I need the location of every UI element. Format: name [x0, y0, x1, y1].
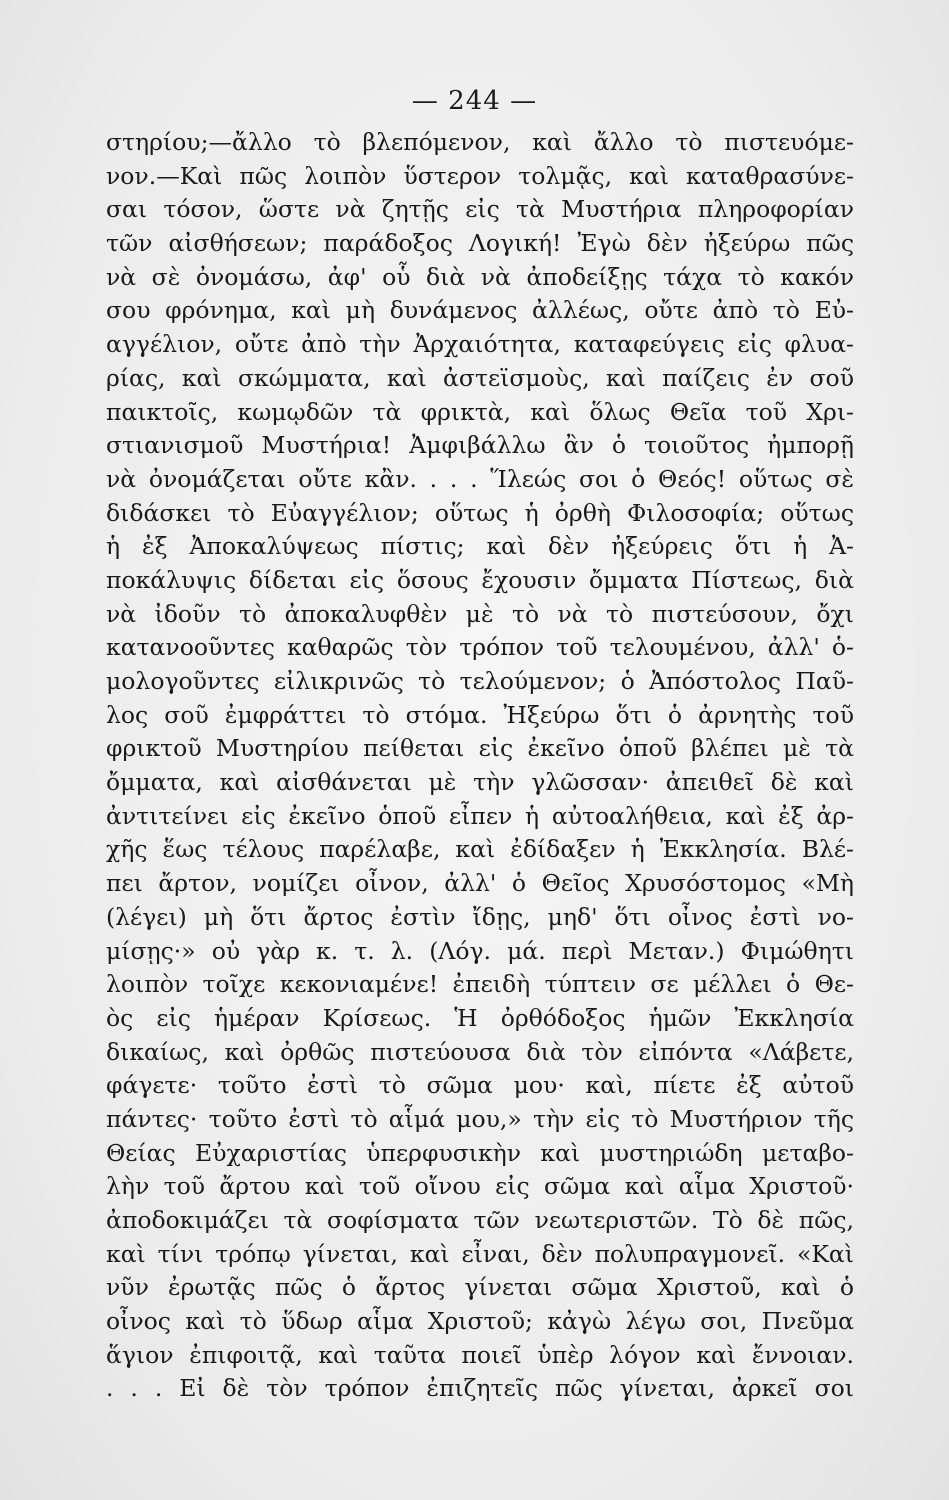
text-line: νὰ ὀνομάζεται οὔτε κἂν. . . . Ἵλεώς σοι ὁ Θεός! οὕτως σὲ — [106, 464, 854, 493]
text-line: λος σοῦ ἐμφράττει τὸ στόμα. Ἠξεύρω ὅτι ὁ ἀρνητὴς τοῦ — [106, 700, 854, 729]
text-line: ἀντιτείνει εἰς ἐκεῖνο ὁποῦ εἶπεν ἡ αὐτοαλήθεια, καὶ ἐξ ἀρ- — [106, 801, 854, 830]
text-line: φάγετε· τοῦτο ἐστὶ τὸ σῶμα μου· καὶ, πίετε ἐξ αὐτοῦ — [106, 1071, 854, 1100]
text-line: νῦν ἐρωτᾷς πῶς ὁ ἄρτος γίνεται σῶμα Χριστοῦ, καὶ ὁ — [106, 1273, 854, 1302]
text-line: ἅγιον ἐπιφοιτᾷ, καὶ ταῦτα ποιεῖ ὑπὲρ λόγον καὶ ἔννοιαν. — [106, 1340, 854, 1369]
text-line: πει ἄρτον, νομίζει οἶνον, ἀλλ' ὁ Θεῖος Χρυσόστομος «Μὴ — [106, 869, 854, 898]
text-line: . . . Εἰ δὲ τὸν τρόπον ἐπιζητεῖς πῶς γίνεται, ἀρκεῖ σοι — [106, 1374, 854, 1403]
text-line: ὸς εἰς ἡμέραν Κρίσεως. Ἡ ὀρθόδοξος ἡμῶν Ἐκκλησία — [106, 1003, 854, 1032]
text-line: φρικτοῦ Μυστηρίου πείθεται εἰς ἐκεῖνο ὁποῦ βλέπει μὲ τὰ — [106, 734, 854, 763]
text-line: ὄμματα, καὶ αἰσθάνεται μὲ τὴν γλῶσσαν· ἀπειθεῖ δὲ καὶ — [106, 768, 854, 797]
text-line: πάντες· τοῦτο ἐστὶ τὸ αἷμά μου,» τὴν εἰς τὸ Μυστήριον τῆς — [106, 1104, 854, 1133]
text-line: ποκάλυψις δίδεται εἰς ὅσους ἔχουσιν ὄμματα Πίστεως, διὰ — [106, 565, 854, 594]
text-line: λοιπὸν τοῖχε κεκονιαμένε! ἐπειδὴ τύπτειν σε μέλλει ὁ Θε- — [106, 970, 854, 999]
text-line: αγγέλιον, οὔτε ἀπὸ τὴν Ἀρχαιότητα, καταφεύγεις εἰς φλυα- — [106, 330, 854, 359]
page-number: — 244 — — [411, 86, 538, 116]
text-line: ρίας, καὶ σκώμματα, καὶ ἀστεϊσμοὺς, καὶ παίζεις ἐν σοῦ — [106, 363, 854, 392]
text-line: ἀποδοκιμάζει τὰ σοφίσματα τῶν νεωτεριστῶν. Τὸ δὲ πῶς, — [106, 1206, 854, 1234]
text-line: νὰ ἰδοῦν τὸ ἀποκαλυφθὲν μὲ τὸ νὰ τὸ πιστεύσουν, ὄχι — [106, 599, 854, 628]
text-line: μίσῃς·» οὐ γὰρ κ. τ. λ. (Λόγ. μά. περὶ Μεταν.) Φιμώθητι — [106, 936, 854, 965]
text-line: σαι τόσον, ὥστε νὰ ζητῇς εἰς τὰ Μυστήρια πληροφορίαν — [106, 195, 854, 224]
text-line: κατανοοῦντες καθαρῶς τὸν τρόπον τοῦ τελουμένου, ἀλλ' ὁ- — [106, 633, 854, 662]
text-line: σου φρόνημα, καὶ μὴ δυνάμενος ἀλλέως, οὔτε ἀπὸ τὸ Εὐ- — [106, 296, 854, 325]
text-line: παικτοῖς, κωμῳδῶν τὰ φρικτὰ, καὶ ὅλως Θεῖα τοῦ Χρι- — [106, 397, 854, 426]
text-line: τῶν αἰσθήσεων; παράδοξος Λογική! Ἐγὼ δὲν ἠξεύρω πῶς — [106, 229, 854, 258]
text-line: μολογοῦντες εἰλικρινῶς τὸ τελούμενον; ὁ Ἀπόστολος Παῦ- — [106, 667, 854, 695]
text-line: χῆς ἕως τέλους παρέλαβε, καὶ ἐδίδαξεν ἡ Ἐκκλησία. Βλέ- — [106, 835, 854, 864]
body-text — [106, 126, 854, 1406]
text-line: διδάσκει τὸ Εὐαγγέλιον; οὕτως ἡ ὀρθὴ Φιλοσοφία; οὕτως — [106, 498, 854, 527]
text-line: Θείας Εὐχαριστίας ὑπερφυσικὴν καὶ μυστηριώδη μεταβο- — [106, 1138, 854, 1167]
text-line: νον.—Καὶ πῶς λοιπὸν ὕστερον τολμᾷς, καὶ καταθρασύνε- — [106, 161, 854, 190]
text-line: ἡ ἐξ Ἀποκαλύψεως πίστις; καὶ δὲν ἠξεύρεις ὅτι ἡ Ἀ- — [106, 532, 854, 561]
text-line: (λέγει) μὴ ὅτι ἄρτος ἐστὶν ἴδῃς, μηδ' ὅτι οἶνος ἐστὶ νο- — [106, 902, 854, 931]
text-line: λὴν τοῦ ἄρτου καὶ τοῦ οἴνου εἰς σῶμα καὶ αἷμα Χριστοῦ· — [106, 1172, 854, 1201]
text-line: δικαίως, καὶ ὀρθῶς πιστεύουσα διὰ τὸν εἰπόντα «Λάβετε, — [106, 1037, 854, 1066]
text-line: οἶνος καὶ τὸ ὕδωρ αἷμα Χριστοῦ; κἀγὼ λέγω σοι, Πνεῦμα — [106, 1307, 854, 1336]
text-line: στηρίου;—ἄλλο τὸ βλεπόμενον, καὶ ἄλλο τὸ πιστευόμε- — [106, 128, 854, 156]
text-line: στιανισμοῦ Μυστήρια! Ἀμφιβάλλω ἂν ὁ τοιοῦτος ἠμπορῇ — [106, 431, 854, 460]
text-line: νὰ σὲ ὀνομάσω, ἀφ' οὗ διὰ νὰ ἀποδείξῃς τάχα τὸ κακόν — [106, 262, 854, 291]
text-line: καὶ τίνι τρόπῳ γίνεται, καὶ εἶναι, δὲν πολυπραγμονεῖ. «Καὶ — [106, 1239, 854, 1268]
